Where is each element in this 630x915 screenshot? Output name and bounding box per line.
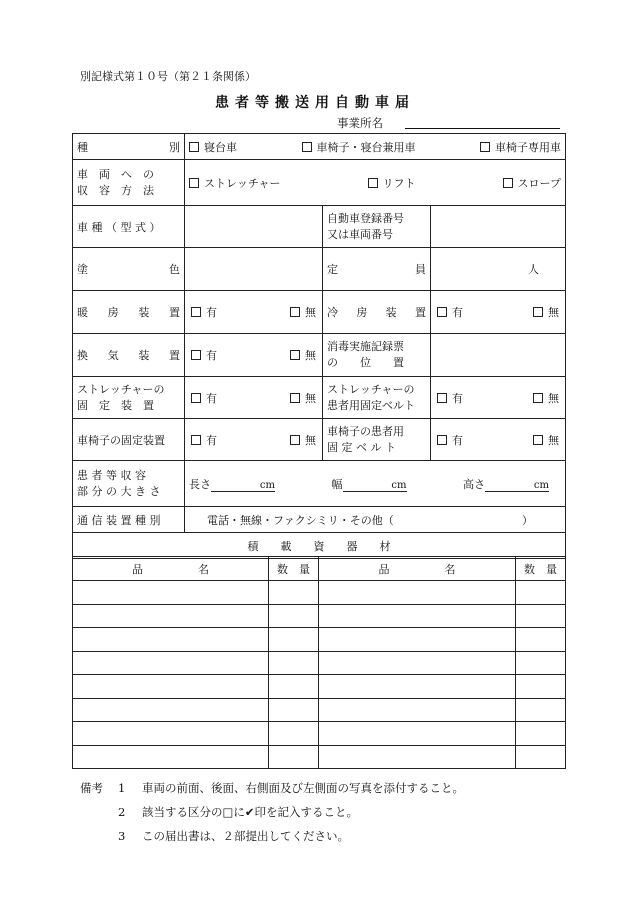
- checkbox[interactable]: [189, 178, 199, 188]
- equipment-name-cell[interactable]: [319, 675, 516, 699]
- row-paint-capacity: [73, 248, 566, 291]
- wheelchair-belt-label: 車椅子の患者用 固 定 ベ ル ト: [323, 419, 431, 461]
- equipment-qty-cell[interactable]: [269, 651, 319, 675]
- equipment-qty-cell[interactable]: [516, 675, 566, 699]
- equipment-name-cell[interactable]: [319, 722, 516, 746]
- row-equipment-title: [73, 533, 566, 559]
- wheelchair-fixing-no[interactable]: 無: [290, 432, 316, 448]
- equipment-qty-cell[interactable]: [269, 745, 319, 769]
- equipment-table: [72, 556, 566, 769]
- stretcher-belt-yes[interactable]: 有: [437, 390, 463, 406]
- row-compartment-size: [73, 461, 566, 507]
- communication-options[interactable]: 電話・無線・ファクシミリ・その他（: [207, 513, 394, 527]
- equipment-name-cell[interactable]: [319, 698, 516, 722]
- note-item: 3 この届出書は、２部提出してください。: [118, 829, 349, 843]
- cooler-no[interactable]: 無: [533, 304, 559, 320]
- option-bed-car[interactable]: 寝台車: [189, 139, 237, 155]
- checkbox[interactable]: [533, 435, 543, 445]
- stretcher-belt-label: ストレッチャーの 患者用固定ベルト: [323, 377, 431, 419]
- equipment-section-title: 積 載 資 器 材: [73, 533, 566, 559]
- note-item: 備考 1 車両の前面、後面、右側面及び左側面の写真を添付すること。: [80, 776, 464, 800]
- length-label: 長さ: [189, 477, 211, 491]
- office-name-field[interactable]: [405, 128, 560, 129]
- equipment-name-cell[interactable]: [73, 651, 269, 675]
- equipment-qty-cell[interactable]: [269, 604, 319, 628]
- width-label: 幅: [331, 477, 343, 491]
- equipment-qty-cell[interactable]: [516, 628, 566, 652]
- equipment-qty-cell[interactable]: [516, 698, 566, 722]
- table-row: [73, 722, 566, 746]
- form-number: 別記様式第１０号（第２１条関係）: [80, 70, 256, 83]
- equipment-name-cell[interactable]: [73, 745, 269, 769]
- equipment-qty-cell[interactable]: [516, 604, 566, 628]
- checkbox[interactable]: [437, 307, 447, 317]
- checkbox[interactable]: [290, 350, 300, 360]
- equipment-qty-cell[interactable]: [516, 722, 566, 746]
- checkbox[interactable]: [437, 393, 447, 403]
- table-row: [73, 745, 566, 769]
- paint-color-label: 塗 色: [77, 263, 180, 276]
- stretcher-fixing-no[interactable]: 無: [290, 390, 316, 406]
- checkbox[interactable]: [480, 142, 490, 152]
- table-row: [73, 604, 566, 628]
- wheelchair-fixing-label: 車椅子の固定装置: [73, 419, 185, 461]
- equipment-name-cell[interactable]: [319, 581, 516, 605]
- note-item: 2 該当する区分の□に✔印を記入すること。: [118, 805, 358, 819]
- option-wheelchair-bed-car[interactable]: 車椅子・寝台兼用車: [302, 139, 416, 155]
- disinfection-record-label: 消毒実施記録票 の 位 置: [323, 334, 431, 377]
- equipment-name-header: 品 名: [319, 557, 516, 581]
- equipment-name-header: 品 名: [73, 557, 269, 581]
- equipment-name-cell[interactable]: [319, 651, 516, 675]
- row-ventilation: [73, 334, 566, 377]
- wheelchair-fixing-yes[interactable]: 有: [191, 432, 217, 448]
- checkbox[interactable]: [191, 307, 201, 317]
- equipment-name-cell[interactable]: [319, 604, 516, 628]
- office-name-label: 事業所名: [337, 116, 383, 130]
- vehicle-type-label: 種 別: [77, 140, 180, 154]
- capacity-label: 定 員: [327, 263, 426, 276]
- equipment-qty-cell[interactable]: [269, 675, 319, 699]
- notes-lead: 備考: [80, 781, 103, 795]
- heater-label: 暖 房 装 置: [73, 291, 185, 334]
- row-heater-cooler: [73, 291, 566, 334]
- checkbox[interactable]: [302, 142, 312, 152]
- equipment-name-cell[interactable]: [319, 745, 516, 769]
- checkbox[interactable]: [503, 178, 513, 188]
- checkbox[interactable]: [290, 393, 300, 403]
- registration-number-field[interactable]: [431, 206, 566, 248]
- equipment-name-cell[interactable]: [319, 628, 516, 652]
- equipment-qty-cell[interactable]: [269, 722, 319, 746]
- equipment-name-cell[interactable]: [73, 628, 269, 652]
- equipment-name-cell[interactable]: [73, 698, 269, 722]
- equipment-name-cell[interactable]: [73, 675, 269, 699]
- equipment-qty-cell[interactable]: [516, 581, 566, 605]
- heater-no[interactable]: 無: [290, 304, 316, 320]
- equipment-qty-cell[interactable]: [516, 651, 566, 675]
- checkbox[interactable]: [533, 307, 543, 317]
- equipment-qty-header: 数 量: [516, 557, 566, 581]
- vehicle-model-label: 車 種 （ 型 式 ）: [73, 206, 185, 248]
- cooler-yes[interactable]: 有: [437, 304, 463, 320]
- vehicle-model-field[interactable]: [185, 206, 323, 248]
- checkbox[interactable]: [290, 435, 300, 445]
- option-stretcher[interactable]: ストレッチャー: [189, 175, 281, 191]
- option-slope[interactable]: スロープ: [503, 175, 561, 191]
- equipment-qty-cell[interactable]: [516, 745, 566, 769]
- option-lift[interactable]: リフト: [368, 175, 416, 191]
- wheelchair-belt-yes[interactable]: 有: [437, 432, 463, 448]
- checkbox[interactable]: [191, 350, 201, 360]
- equipment-qty-cell[interactable]: [269, 628, 319, 652]
- option-wheelchair-car[interactable]: 車椅子専用車: [480, 139, 561, 155]
- row-wheelchair-fixing: [73, 419, 566, 461]
- table-row: [73, 651, 566, 675]
- width-field[interactable]: cm: [343, 480, 407, 492]
- checkbox[interactable]: [437, 435, 447, 445]
- communication-label: 通 信 装 置 種 別: [73, 507, 185, 533]
- row-vehicle-type: [73, 134, 566, 160]
- length-field[interactable]: cm: [211, 480, 275, 492]
- ventilation-label: 換 気 装 置: [73, 334, 185, 377]
- cooler-label: 冷 房 装 置: [323, 291, 431, 334]
- checkbox[interactable]: [533, 393, 543, 403]
- equipment-name-cell[interactable]: [73, 722, 269, 746]
- paint-color-field[interactable]: [185, 248, 323, 291]
- checkbox[interactable]: [368, 178, 378, 188]
- table-row: [73, 698, 566, 722]
- checkbox[interactable]: [191, 393, 201, 403]
- communication-close-paren: ）: [522, 513, 533, 527]
- equipment-qty-cell[interactable]: [269, 698, 319, 722]
- equipment-qty-cell[interactable]: [269, 581, 319, 605]
- notes: [80, 776, 464, 848]
- checkbox[interactable]: [189, 142, 199, 152]
- stretcher-fixing-label: ストレッチャーの 固 定 装 置: [73, 377, 185, 419]
- equipment-qty-header: 数 量: [269, 557, 319, 581]
- table-row: [73, 628, 566, 652]
- equipment-name-cell[interactable]: [73, 604, 269, 628]
- row-stretcher-fixing: [73, 377, 566, 419]
- notification-form-table: [72, 133, 566, 559]
- capacity-field[interactable]: 人: [431, 248, 566, 291]
- stretcher-fixing-yes[interactable]: 有: [191, 390, 217, 406]
- ventilation-no[interactable]: 無: [290, 347, 316, 363]
- row-loading-method: [73, 160, 566, 206]
- checkbox[interactable]: [191, 435, 201, 445]
- registration-number-label: 自動車登録番号 又は車両番号: [323, 206, 431, 248]
- height-label: 高さ: [463, 477, 485, 491]
- ventilation-yes[interactable]: 有: [191, 347, 217, 363]
- table-row: [73, 581, 566, 605]
- row-vehicle-model: [73, 206, 566, 248]
- disinfection-record-field[interactable]: [431, 334, 566, 377]
- equipment-name-cell[interactable]: [73, 581, 269, 605]
- form-title: 患者等搬送用自動車届: [215, 95, 415, 111]
- row-communication: [73, 507, 566, 533]
- equipment-header-row: [73, 557, 566, 581]
- heater-yes[interactable]: 有: [191, 304, 217, 320]
- height-field[interactable]: cm: [485, 480, 549, 492]
- wheelchair-belt-no[interactable]: 無: [533, 432, 559, 448]
- checkbox[interactable]: [290, 307, 300, 317]
- table-row: [73, 675, 566, 699]
- stretcher-belt-no[interactable]: 無: [533, 390, 559, 406]
- compartment-size-label: 患 者 等 収 容 部 分 の 大 き さ: [73, 461, 185, 507]
- loading-method-label: 車 両 へ の 収 容 方 法: [73, 160, 185, 206]
